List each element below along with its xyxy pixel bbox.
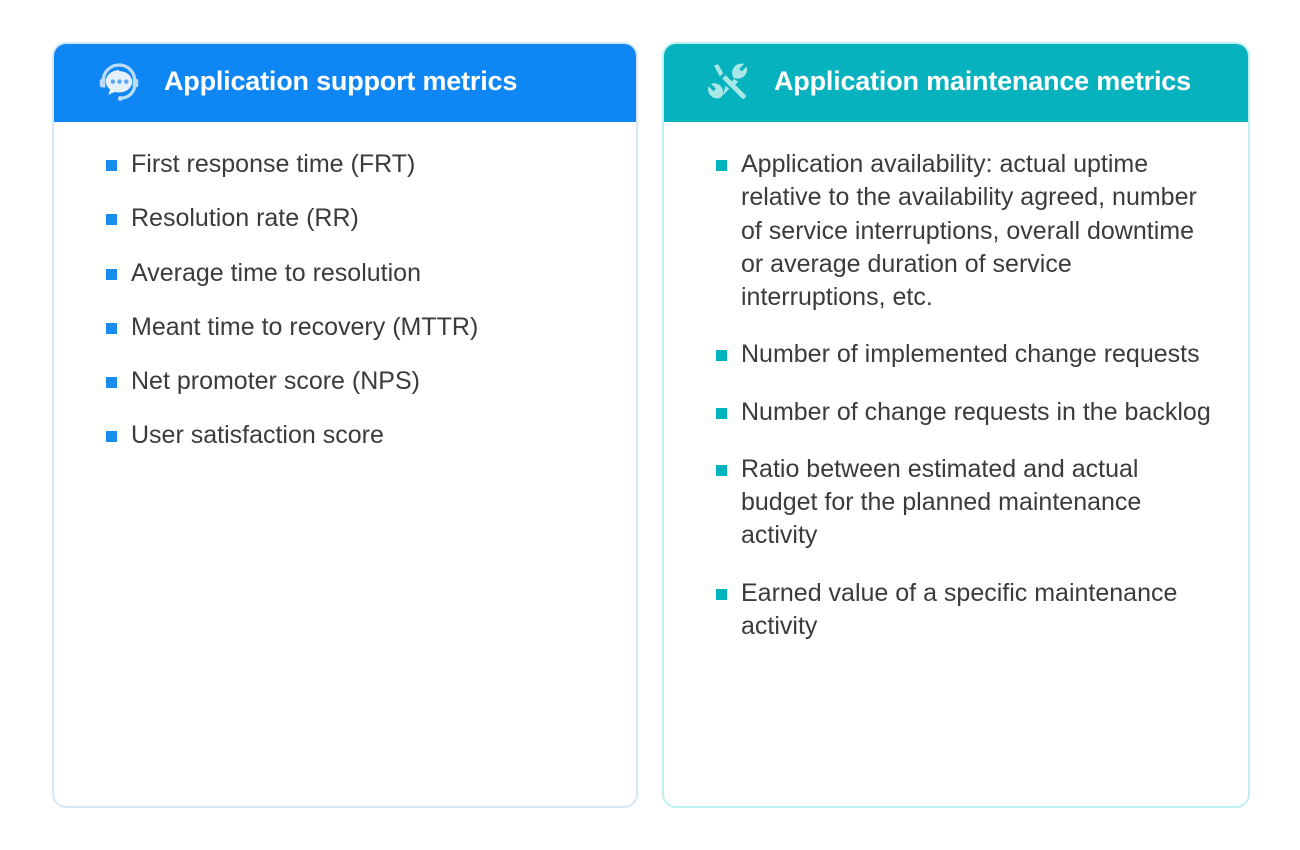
list-item (716, 338, 1218, 371)
card-body-support (54, 122, 636, 806)
card-application-support-metrics (52, 42, 638, 808)
bullet-square-icon (716, 160, 727, 171)
list-item (716, 577, 1218, 644)
bullet-square-icon (106, 214, 117, 225)
list-item (716, 453, 1218, 553)
list-item (716, 396, 1218, 429)
wrench-screwdriver-tools-icon (706, 59, 752, 105)
list-item-label: Average time to resolution (131, 258, 421, 287)
list-item (106, 365, 606, 398)
maintenance-metrics-list (716, 148, 1218, 643)
card-body-maintenance (664, 122, 1248, 806)
bullet-square-icon (106, 323, 117, 334)
bullet-square-icon (106, 160, 117, 171)
list-item (106, 148, 606, 181)
list-item-label: Resolution rate (RR) (131, 204, 359, 233)
support-metrics-list (106, 148, 606, 453)
card-header-maintenance (662, 42, 1250, 122)
list-item (716, 148, 1218, 314)
list-item-label: Earned value of a specific maintenance activity (741, 578, 1178, 640)
list-item (106, 257, 606, 290)
bullet-square-icon (716, 465, 727, 476)
list-item-label: Number of change requests in the backlog (741, 397, 1211, 426)
headset-chat-support-icon (96, 59, 142, 105)
list-item-label: Number of implemented change requests (741, 340, 1200, 369)
list-item-label: User satisfaction score (131, 421, 384, 450)
bullet-square-icon (106, 269, 117, 280)
card-title-maintenance: Application maintenance metrics (774, 66, 1191, 97)
list-item-label: Net promoter score (NPS) (131, 367, 420, 395)
bullet-square-icon (716, 589, 727, 600)
card-application-maintenance-metrics (662, 42, 1250, 808)
bullet-square-icon (106, 431, 117, 442)
list-item-label: First response time (FRT) (131, 150, 416, 178)
bullet-square-icon (716, 408, 727, 419)
list-item-label: Ratio between estimated and actual budget for the planned maintenance activity (741, 454, 1142, 550)
bullet-square-icon (716, 350, 727, 361)
list-item-label: Meant time to recovery (MTTR) (131, 312, 479, 341)
card-title-support: Application support metrics (164, 66, 518, 97)
list-item-label: Application availability: actual uptime relative to the availability agreed, number of service interruptions, overall downtime or average duration of service interruptions, etc. (741, 150, 1197, 311)
list-item (106, 311, 606, 344)
bullet-square-icon (106, 377, 117, 388)
list-item (106, 202, 606, 235)
card-header-support (52, 42, 638, 122)
list-item (106, 419, 606, 452)
